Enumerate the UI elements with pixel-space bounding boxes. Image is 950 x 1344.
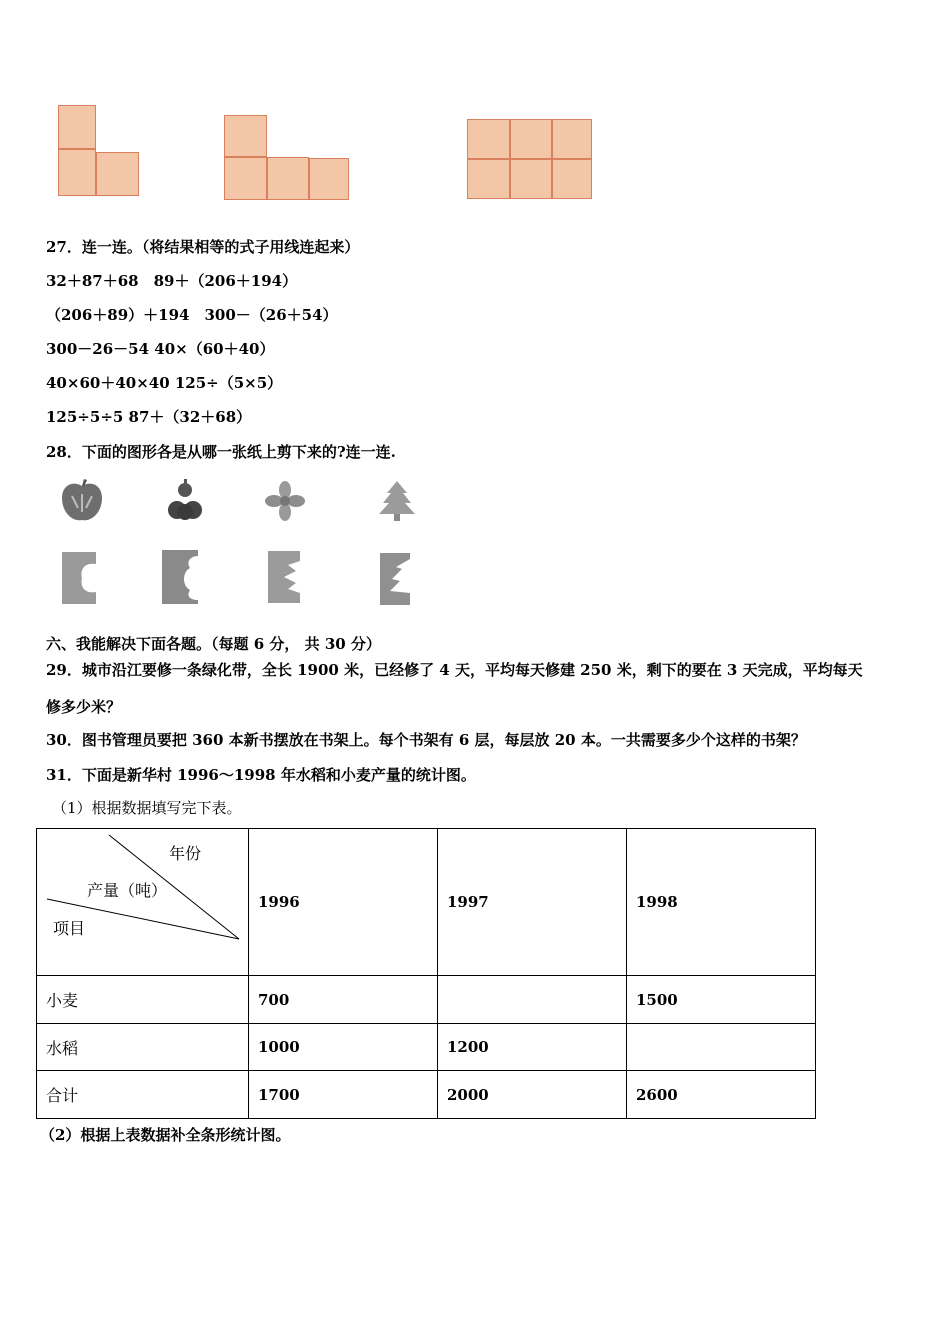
wheat-1997 [438,976,627,1024]
apple-cutout-icon [58,478,106,524]
rice-1997: 1200 [438,1024,627,1071]
paper-gourd-hole-icon [162,550,198,604]
total-1997: 2000 [438,1071,627,1119]
table-header-diagonal [37,829,249,976]
row-rice-label: 水稻 [37,1024,249,1071]
q27-row-2: （206＋89）＋194 300－（26＋54） [46,306,338,324]
q27-title: 27．连一连。（将结果相等的式子用线连起来） [46,238,360,256]
wheat-1998: 1500 [627,976,816,1024]
q31-sub1: （1）根据数据填写完下表。 [52,799,242,817]
header-output-label: 产量（吨） [87,881,168,900]
rice-1996: 1000 [249,1024,438,1071]
q27-row-3: 300－26－54 40×（60＋40） [46,340,275,358]
q27-row-1: 32＋87＋68 89＋（206＋194） [46,272,298,290]
q28-title: 28．下面的图形各是从哪一张纸上剪下来的?连一连. [46,443,396,461]
q27-row-4: 40×60＋40×40 125÷（5×5） [46,374,283,392]
q31-sub2: （2）根据上表数据补全条形统计图。 [40,1126,291,1144]
header-item-label: 项目 [53,919,86,938]
paper-apple-hole-icon [62,552,96,604]
paper-tree-hole-icon [380,553,410,605]
section6-title: 六、我能解决下面各题。（每题 6 分， 共 30 分） [46,635,381,653]
total-1998: 2600 [627,1071,816,1119]
gourd-cutout-icon [165,478,205,524]
year-1997: 1997 [438,829,627,976]
flower-cutout-icon [264,480,306,522]
q29-line2: 修多少米？ [46,698,122,716]
row-wheat-label: 小麦 [37,976,249,1024]
wheat-1996: 700 [249,976,438,1024]
header-year-label: 年份 [169,844,202,863]
total-1996: 1700 [249,1071,438,1119]
year-1996: 1996 [249,829,438,976]
q30-text: 30．图书管理员要把 360 本新书摆放在书架上。每个书架有 6 层，每层放 20 本。一共需要多少个这样的书架？ [46,731,806,749]
rice-1998 [627,1024,816,1071]
q29-line1: 29．城市沿江要修一条绿化带，全长 1900 米，已经修了 4 天，平均每天修建 250 米，剩下的要在 3 天完成，平均每天 [46,661,863,679]
production-table [36,828,816,1119]
q27-row-5: 125÷5÷5 87＋（32＋68） [46,408,252,426]
tree-cutout-icon [377,479,417,523]
year-1998: 1998 [627,829,816,976]
row-total-label: 合计 [37,1071,249,1119]
paper-flower-hole-icon [268,551,300,603]
q31-title: 31．下面是新华村 1996～1998 年水稻和小麦产量的统计图。 [46,766,476,784]
